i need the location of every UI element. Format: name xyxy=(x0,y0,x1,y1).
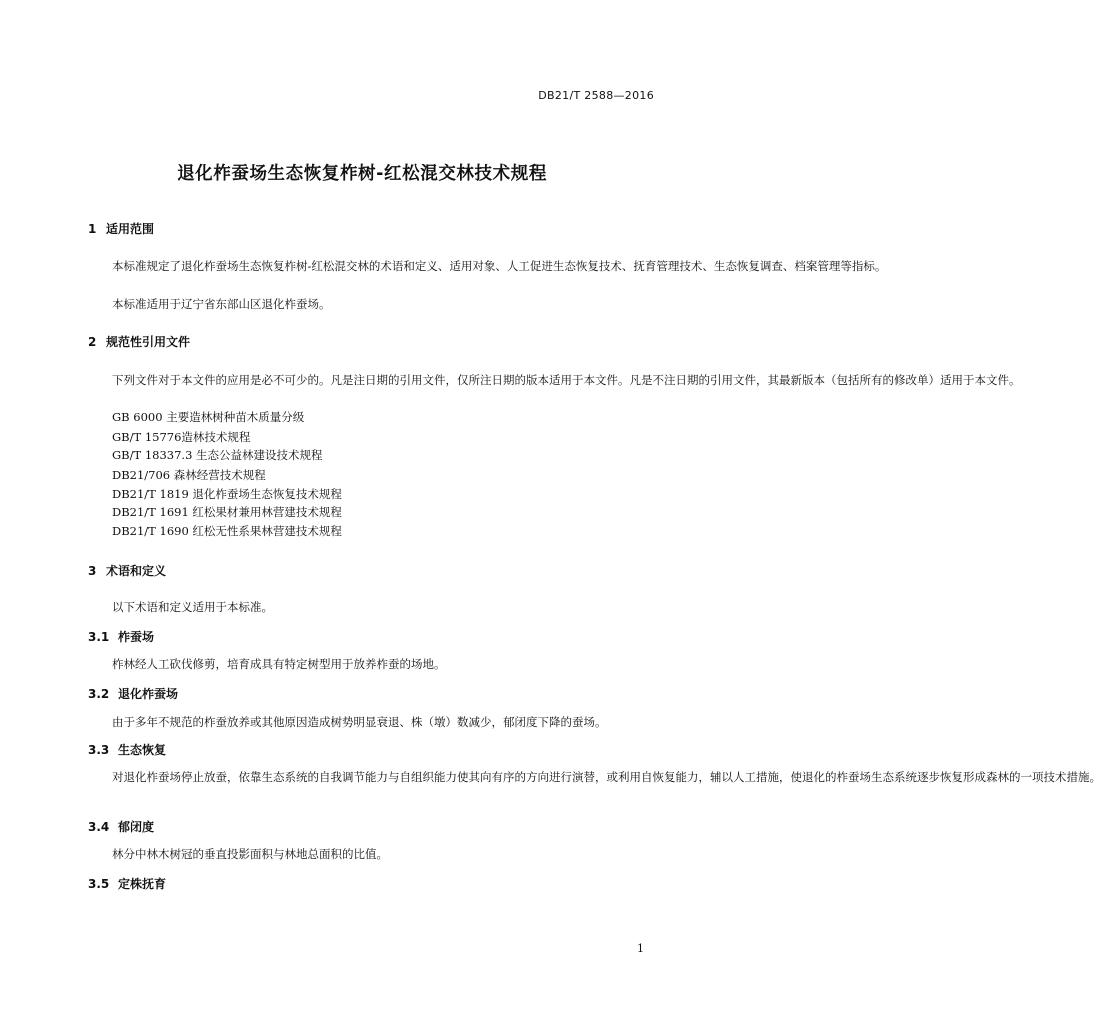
term-3-2-heading xyxy=(88,685,178,702)
section-1-paragraph-2: 本标准适用于辽宁省东部山区退化柞蚕场。 xyxy=(112,297,331,311)
section-number: 2 xyxy=(88,335,97,349)
reference-item: DB21/T 1819 退化柞蚕场生态恢复技术规程 xyxy=(112,487,342,501)
term-3-3-heading xyxy=(88,741,166,758)
standard-number: DB21/T 2588—2016 xyxy=(538,89,654,102)
section-number: 3 xyxy=(88,564,97,578)
section-title: 规范性引用文件 xyxy=(106,335,191,349)
term-3-1-heading xyxy=(88,628,154,645)
section-1-paragraph-1: 本标准规定了退化柞蚕场生态恢复柞树-红松混交林的术语和定义、适用对象、人工促进生态恢复技术、抚育管理技术、生态恢复调查、档案管理等指标。 xyxy=(112,259,887,273)
section-3-paragraph-1: 以下术语和定义适用于本标准。 xyxy=(112,600,273,614)
term-number: 3.1 xyxy=(88,630,110,644)
term-number: 3.5 xyxy=(88,877,110,891)
section-number: 1 xyxy=(88,222,97,236)
term-title: 生态恢复 xyxy=(118,743,167,757)
reference-item: DB21/T 1691 红松果材兼用林营建技术规程 xyxy=(112,505,342,519)
reference-item: GB/T 15776造林技术规程 xyxy=(112,430,251,444)
section-1-heading xyxy=(88,220,154,237)
term-title: 退化柞蚕场 xyxy=(118,687,179,701)
section-3-heading xyxy=(88,562,166,579)
term-3-4-heading xyxy=(88,818,154,835)
document-title: 退化柞蚕场生态恢复柞树-红松混交林技术规程 xyxy=(177,164,547,184)
section-title: 术语和定义 xyxy=(106,564,167,578)
term-3-4-definition: 林分中林木树冠的垂直投影面积与林地总面积的比值。 xyxy=(112,847,388,861)
term-3-2-definition: 由于多年不规范的柞蚕放养或其他原因造成树势明显衰退、株（墩）数减少，郁闭度下降的蚕场。 xyxy=(112,715,607,729)
page-number: 1 xyxy=(637,942,644,955)
term-3-3-definition: 对退化柞蚕场停止放蚕，依靠生态系统的自我调节能力与自组织能力使其向有序的方向进行演替，或利用自恢复能力，辅以人工措施，使退化的柞蚕场生态系统逐步恢复形成森林的一项技术措施。 xyxy=(112,770,1101,784)
reference-item: GB/T 18337.3 生态公益林建设技术规程 xyxy=(112,448,323,462)
term-3-5-heading xyxy=(88,875,166,892)
reference-item: GB 6000 主要造林树种苗木质量分级 xyxy=(112,410,305,424)
term-3-1-definition: 柞林经人工砍伐修剪，培育成具有特定树型用于放养柞蚕的场地。 xyxy=(112,657,446,671)
term-title: 定株抚育 xyxy=(118,877,167,891)
reference-item: DB21/T 1690 红松无性系果林营建技术规程 xyxy=(112,524,342,538)
term-number: 3.4 xyxy=(88,820,110,834)
term-title: 柞蚕场 xyxy=(118,630,155,644)
section-title: 适用范围 xyxy=(106,222,155,236)
section-2-paragraph-1: 下列文件对于本文件的应用是必不可少的。凡是注日期的引用文件，仅所注日期的版本适用于本文件。凡是不注日期的引用文件，其最新版本（包括所有的修改单）适用于本文件。 xyxy=(112,373,1021,387)
term-title: 郁闭度 xyxy=(118,820,155,834)
reference-item: DB21/706 森林经营技术规程 xyxy=(112,468,266,482)
term-number: 3.3 xyxy=(88,743,110,757)
term-number: 3.2 xyxy=(88,687,110,701)
section-2-heading xyxy=(88,333,190,350)
